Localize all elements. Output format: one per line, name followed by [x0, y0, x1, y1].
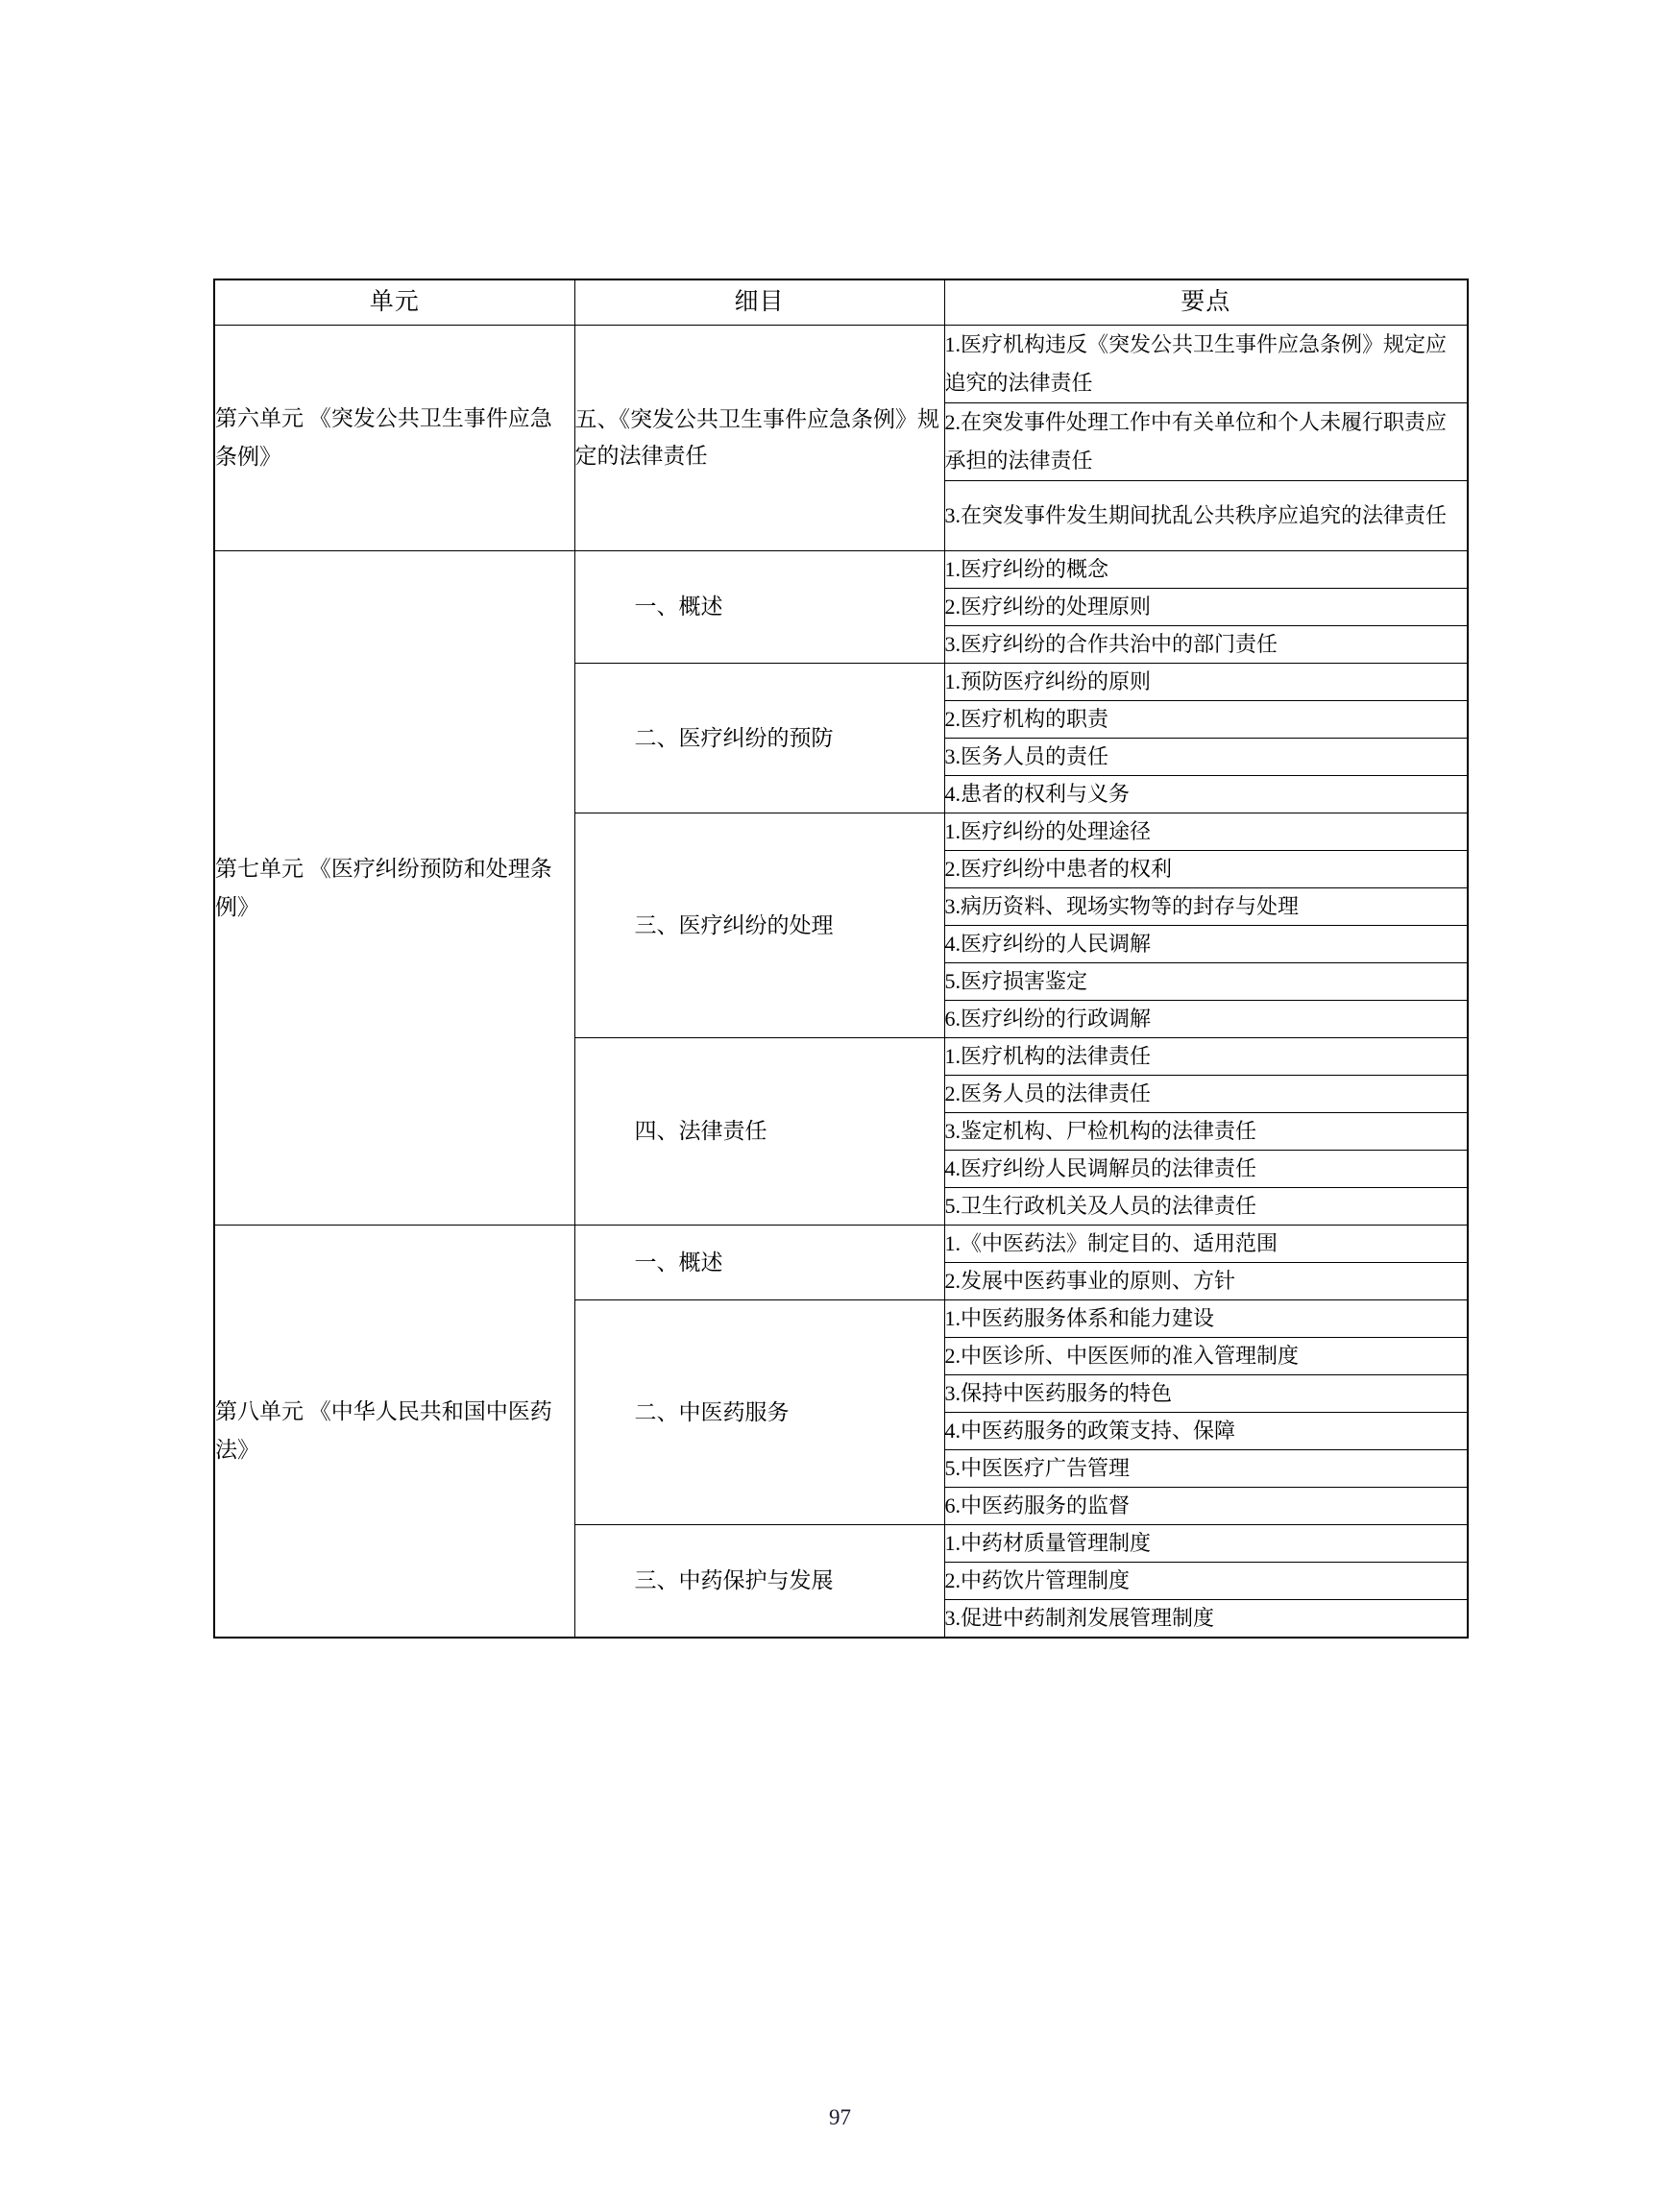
point-cell: 3.病历资料、现场实物等的封存与处理: [944, 888, 1468, 926]
syllabus-table: [213, 279, 1469, 1639]
table-header: [214, 279, 1468, 326]
point-cell: 3.促进中药制剂发展管理制度: [944, 1600, 1468, 1639]
point-cell: 1.医疗纠纷的概念: [944, 551, 1468, 589]
point-cell: 6.医疗纠纷的行政调解: [944, 1001, 1468, 1038]
point-cell: 2.中医诊所、中医医师的准入管理制度: [944, 1338, 1468, 1375]
detail-cell-7-4: 四、法律责任: [574, 1038, 944, 1226]
column-header-unit: 单元: [214, 279, 574, 326]
detail-cell-8-3: 三、中药保护与发展: [574, 1525, 944, 1639]
point-cell: 1.《中医药法》制定目的、适用范围: [944, 1226, 1468, 1263]
point-cell: 2.中药饮片管理制度: [944, 1563, 1468, 1600]
detail-cell-6-1: 五、《突发公共卫生事件应急条例》规定的法律责任: [574, 326, 944, 551]
unit-cell-6: 第六单元 《突发公共卫生事件应急条例》: [214, 326, 574, 551]
point-cell: 1.医疗纠纷的处理途径: [944, 813, 1468, 851]
point-cell: 5.卫生行政机关及人员的法律责任: [944, 1188, 1468, 1226]
point-cell: 3.保持中医药服务的特色: [944, 1375, 1468, 1413]
point-cell: 5.医疗损害鉴定: [944, 963, 1468, 1001]
point-cell: 2.发展中医药事业的原则、方针: [944, 1263, 1468, 1300]
point-cell: 4.患者的权利与义务: [944, 776, 1468, 813]
detail-cell-7-3: 三、医疗纠纷的处理: [574, 813, 944, 1038]
point-cell: 1.医疗机构的法律责任: [944, 1038, 1468, 1076]
point-cell: 1.中药材质量管理制度: [944, 1525, 1468, 1563]
header-row: [214, 279, 1468, 326]
point-cell: 3.医疗纠纷的合作共治中的部门责任: [944, 626, 1468, 664]
page-number: 97: [829, 2105, 851, 2129]
table-row: [214, 1226, 1468, 1263]
table-row: [214, 326, 1468, 403]
point-cell: 1.中医药服务体系和能力建设: [944, 1300, 1468, 1338]
point-cell: 1.预防医疗纠纷的原则: [944, 664, 1468, 701]
point-cell: 3.医务人员的责任: [944, 739, 1468, 776]
point-cell: 4.医疗纠纷人民调解员的法律责任: [944, 1151, 1468, 1188]
point-cell: 5.中医医疗广告管理: [944, 1450, 1468, 1488]
table-body: [214, 326, 1468, 1639]
point-cell: 2.医疗纠纷的处理原则: [944, 589, 1468, 626]
detail-cell-8-1: 一、概述: [574, 1226, 944, 1300]
point-cell: 3.在突发事件发生期间扰乱公共秩序应追究的法律责任: [944, 481, 1468, 551]
detail-cell-7-1: 一、概述: [574, 551, 944, 664]
column-header-detail: 细目: [574, 279, 944, 326]
table-row: [214, 551, 1468, 589]
detail-cell-7-2: 二、医疗纠纷的预防: [574, 664, 944, 813]
point-cell: 2.在突发事件处理工作中有关单位和个人未履行职责应承担的法律责任: [944, 403, 1468, 481]
point-cell: 3.鉴定机构、尸检机构的法律责任: [944, 1113, 1468, 1151]
unit-cell-8: 第八单元 《中华人民共和国中医药法》: [214, 1226, 574, 1639]
unit-cell-7: 第七单元 《医疗纠纷预防和处理条例》: [214, 551, 574, 1226]
point-cell: 1.医疗机构违反《突发公共卫生事件应急条例》规定应追究的法律责任: [944, 326, 1468, 403]
detail-cell-8-2: 二、中医药服务: [574, 1300, 944, 1525]
column-header-point: 要点: [944, 279, 1468, 326]
point-cell: 2.医疗纠纷中患者的权利: [944, 851, 1468, 888]
point-cell: 4.医疗纠纷的人民调解: [944, 926, 1468, 963]
point-cell: 4.中医药服务的政策支持、保障: [944, 1413, 1468, 1450]
point-cell: 6.中医药服务的监督: [944, 1488, 1468, 1525]
point-cell: 2.医疗机构的职责: [944, 701, 1468, 739]
point-cell: 2.医务人员的法律责任: [944, 1076, 1468, 1113]
